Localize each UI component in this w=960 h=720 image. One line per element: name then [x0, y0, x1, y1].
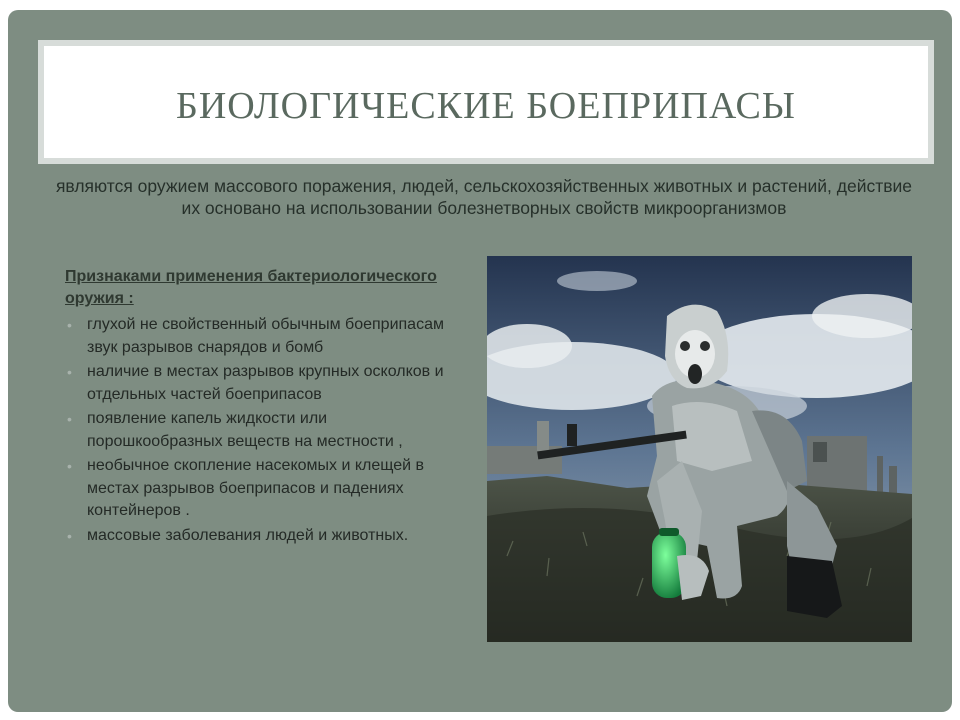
signs-section	[65, 266, 465, 549]
signs-heading: Признаками применения бактериологического оружия :	[65, 268, 437, 307]
signs-list	[65, 314, 465, 547]
list-item-text: массовые заболевания людей и животных.	[87, 526, 409, 544]
hazmat-soldier-photo	[487, 256, 912, 642]
list-item	[65, 525, 465, 548]
list-item	[65, 408, 465, 453]
slide	[8, 10, 952, 712]
slide-title: БИОЛОГИЧЕСКИЕ БОЕПРИПАСЫ	[176, 85, 796, 127]
list-item-text: появление капель жидкости или порошкообразных веществ на местности ,	[87, 410, 403, 450]
bullet-icon: •	[67, 458, 72, 474]
bullet-icon: •	[67, 317, 72, 333]
list-item-text: глухой не свойственный обычным боеприпасам звук разрывов снарядов и бомб	[87, 316, 444, 356]
bullet-icon: •	[67, 364, 72, 380]
slide-subtitle: являются оружием массового поражения, людей, сельскохозяйственных животных и растений, действие их основано на использовании болезнетворных свойств микроорганизмов	[55, 176, 913, 218]
title-box	[38, 40, 934, 164]
list-item	[65, 361, 465, 406]
bullet-icon: •	[67, 527, 72, 544]
list-item-text: необычное скопление насекомых и клещей в местах разрывов боеприпасов и падениях контейнеров .	[87, 457, 425, 519]
list-item	[65, 314, 465, 359]
bullet-icon: •	[67, 411, 72, 427]
list-item-text: наличие в местах разрывов крупных осколков и отдельных частей боеприпасов	[87, 363, 444, 403]
list-item	[65, 455, 465, 523]
